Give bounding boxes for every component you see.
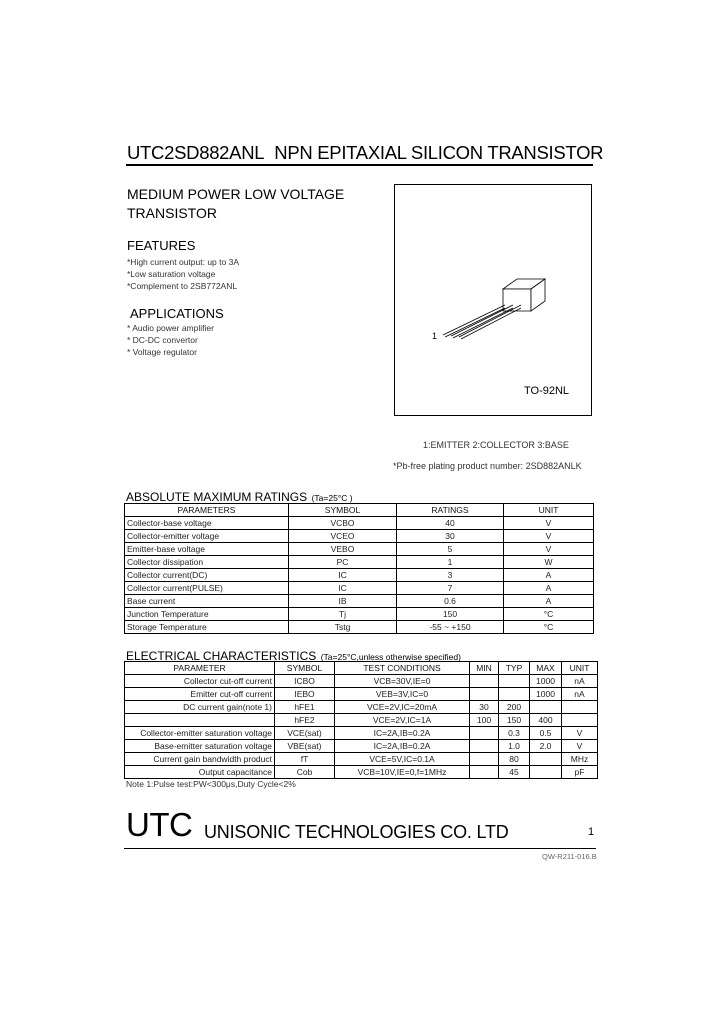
company-name: UNISONIC TECHNOLOGIES CO. LTD	[204, 822, 509, 842]
table-cell: 5	[397, 543, 504, 556]
table-cell: 7	[397, 582, 504, 595]
column-header: SYMBOL	[275, 662, 335, 675]
table-cell	[470, 688, 499, 701]
table-cell: Current gain bandwidth product	[125, 753, 275, 766]
table-row	[125, 569, 594, 582]
document-title	[127, 142, 603, 164]
table-cell: hFE1	[275, 701, 335, 714]
table-cell: pF	[562, 766, 598, 779]
table-cell: A	[504, 582, 594, 595]
column-header: MIN	[470, 662, 499, 675]
table-header-row	[125, 504, 594, 517]
table-row	[125, 517, 594, 530]
table-cell: Emitter cut-off current	[125, 688, 275, 701]
subtitle-line-1: MEDIUM POWER LOW VOLTAGE	[127, 186, 345, 202]
list-item: *High current output: up to 3A	[127, 257, 239, 267]
pinout-description: 1:EMITTER 2:COLLECTOR 3:BASE	[423, 440, 569, 450]
table-cell	[530, 753, 562, 766]
table-cell: Emitter-base voltage	[125, 543, 289, 556]
table-cell: -55 ~ +150	[397, 621, 504, 634]
column-header: UNIT	[562, 662, 598, 675]
table-cell: Tj	[289, 608, 397, 621]
pin-1-label: 1	[432, 331, 438, 341]
table-cell: Collector-base voltage	[125, 517, 289, 530]
table-cell	[562, 714, 598, 727]
table-cell: 150	[397, 608, 504, 621]
table-cell: Collector current(PULSE)	[125, 582, 289, 595]
column-header: PARAMETER	[125, 662, 275, 675]
table-row	[125, 675, 598, 688]
table-cell: IC=2A,IB=0.2A	[335, 727, 470, 740]
table-cell: 0.6	[397, 595, 504, 608]
pb-free-note: *Pb-free plating product number: 2SD882ANLK	[393, 461, 582, 471]
table-cell: Base-emitter saturation voltage	[125, 740, 275, 753]
table-cell: 3	[397, 569, 504, 582]
table-cell: VCEO	[289, 530, 397, 543]
table-cell	[530, 701, 562, 714]
list-item: * Audio power amplifier	[127, 323, 214, 333]
table-cell: VBE(sat)	[275, 740, 335, 753]
table-cell: ICBO	[275, 675, 335, 688]
table-cell: 0.3	[499, 727, 530, 740]
table-row	[125, 714, 598, 727]
abs-max-condition: (Ta=25°C )	[311, 493, 353, 503]
abs-max-title: ABSOLUTE MAXIMUM RATINGS	[126, 490, 308, 504]
package-box	[394, 184, 592, 416]
table-cell: MHz	[562, 753, 598, 766]
table-cell: 1	[397, 556, 504, 569]
abs-max-table	[124, 503, 594, 634]
electrical-condition: (Ta=25°C,unless otherwise specified)	[320, 652, 461, 662]
applications-list	[127, 322, 214, 358]
table-cell	[499, 675, 530, 688]
column-header: RATINGS	[397, 504, 504, 517]
table-cell: VCB=10V,IE=0,f=1MHz	[335, 766, 470, 779]
table-cell: VCE(sat)	[275, 727, 335, 740]
document-code: QW-R211-016.B	[542, 852, 597, 861]
package-name: TO-92NL	[524, 385, 570, 397]
table-cell: 400	[530, 714, 562, 727]
table-cell	[470, 727, 499, 740]
pulse-test-note: Note 1:Pulse test:PW<300μs,Duty Cycle<2%	[126, 779, 296, 789]
table-cell: IC=2A,IB=0.2A	[335, 740, 470, 753]
page-number: 1	[588, 826, 595, 838]
subtitle-line-2: TRANSISTOR	[127, 205, 217, 221]
table-cell: Tstg	[289, 621, 397, 634]
table-cell: V	[562, 740, 598, 753]
table-cell: VEBO	[289, 543, 397, 556]
table-row	[125, 556, 594, 569]
table-cell: 0.5	[530, 727, 562, 740]
table-cell	[125, 714, 275, 727]
table-cell: VCE=2V,IC=1A	[335, 714, 470, 727]
column-header: TEST CONDITIONS	[335, 662, 470, 675]
electrical-title: ELECTRICAL CHARACTERISTICS	[126, 649, 317, 663]
table-cell	[470, 766, 499, 779]
title-underline	[126, 164, 593, 166]
table-cell: Junction Temperature	[125, 608, 289, 621]
table-cell: V	[504, 517, 594, 530]
to92-package-drawing	[395, 185, 591, 415]
table-cell	[470, 740, 499, 753]
table-cell: 2.0	[530, 740, 562, 753]
column-header: PARAMETERS	[125, 504, 289, 517]
table-cell: fT	[275, 753, 335, 766]
table-row	[125, 727, 598, 740]
table-cell: 1000	[530, 675, 562, 688]
table-cell: IC	[289, 569, 397, 582]
table-cell: VCE=5V,IC=0.1A	[335, 753, 470, 766]
column-header: UNIT	[504, 504, 594, 517]
table-cell: hFE2	[275, 714, 335, 727]
utc-logo: UTC	[126, 806, 193, 843]
table-cell: 30	[470, 701, 499, 714]
table-cell	[530, 766, 562, 779]
table-cell: Collector cut-off current	[125, 675, 275, 688]
table-cell	[499, 688, 530, 701]
table-cell: Storage Temperature	[125, 621, 289, 634]
table-row	[125, 688, 598, 701]
table-cell: V	[562, 727, 598, 740]
table-cell: Base current	[125, 595, 289, 608]
table-cell: Collector current(DC)	[125, 569, 289, 582]
table-row	[125, 753, 598, 766]
column-header: TYP	[499, 662, 530, 675]
column-header: SYMBOL	[289, 504, 397, 517]
table-row	[125, 740, 598, 753]
table-cell: 45	[499, 766, 530, 779]
table-header-row	[125, 662, 598, 675]
table-row	[125, 608, 594, 621]
table-cell: 100	[470, 714, 499, 727]
list-item: *Complement to 2SB772ANL	[127, 281, 238, 291]
device-description: NPN EPITAXIAL SILICON TRANSISTOR	[274, 142, 604, 163]
table-cell: VEB=3V,IC=0	[335, 688, 470, 701]
column-header: MAX	[530, 662, 562, 675]
table-cell: Cob	[275, 766, 335, 779]
table-cell: IB	[289, 595, 397, 608]
table-cell: 40	[397, 517, 504, 530]
list-item: * DC-DC convertor	[127, 335, 198, 345]
table-cell: Output capacitance	[125, 766, 275, 779]
table-cell: IC	[289, 582, 397, 595]
table-cell: W	[504, 556, 594, 569]
table-cell: A	[504, 569, 594, 582]
table-cell: 1000	[530, 688, 562, 701]
table-cell: VCBO	[289, 517, 397, 530]
table-cell	[470, 675, 499, 688]
table-row	[125, 530, 594, 543]
table-cell: VCB=30V,IE=0	[335, 675, 470, 688]
features-heading: FEATURES	[127, 238, 196, 253]
table-row	[125, 595, 594, 608]
table-row	[125, 621, 594, 634]
table-cell: V	[504, 543, 594, 556]
table-cell: DC current gain(note 1)	[125, 701, 275, 714]
list-item: *Low saturation voltage	[127, 269, 216, 279]
table-cell: PC	[289, 556, 397, 569]
table-cell: 200	[499, 701, 530, 714]
table-cell: 1.0	[499, 740, 530, 753]
table-cell: IEBO	[275, 688, 335, 701]
table-cell: Collector-emitter voltage	[125, 530, 289, 543]
part-number: UTC2SD882ANL	[127, 142, 265, 163]
table-cell: 30	[397, 530, 504, 543]
table-cell: °C	[504, 621, 594, 634]
table-cell	[562, 701, 598, 714]
list-item: * Voltage regulator	[127, 347, 197, 357]
table-cell: 150	[499, 714, 530, 727]
applications-heading: APPLICATIONS	[130, 306, 224, 321]
table-cell: V	[504, 530, 594, 543]
table-cell: nA	[562, 688, 598, 701]
table-cell: Collector dissipation	[125, 556, 289, 569]
table-row	[125, 766, 598, 779]
features-list	[127, 256, 239, 292]
table-cell: nA	[562, 675, 598, 688]
table-cell: VCE=2V,IC=20mA	[335, 701, 470, 714]
footer-rule	[124, 848, 596, 849]
electrical-table	[124, 661, 598, 779]
table-row	[125, 701, 598, 714]
table-row	[125, 582, 594, 595]
table-cell: A	[504, 595, 594, 608]
table-cell: °C	[504, 608, 594, 621]
table-row	[125, 543, 594, 556]
table-cell	[470, 753, 499, 766]
table-cell: 80	[499, 753, 530, 766]
table-cell: Collector-emitter saturation voltage	[125, 727, 275, 740]
